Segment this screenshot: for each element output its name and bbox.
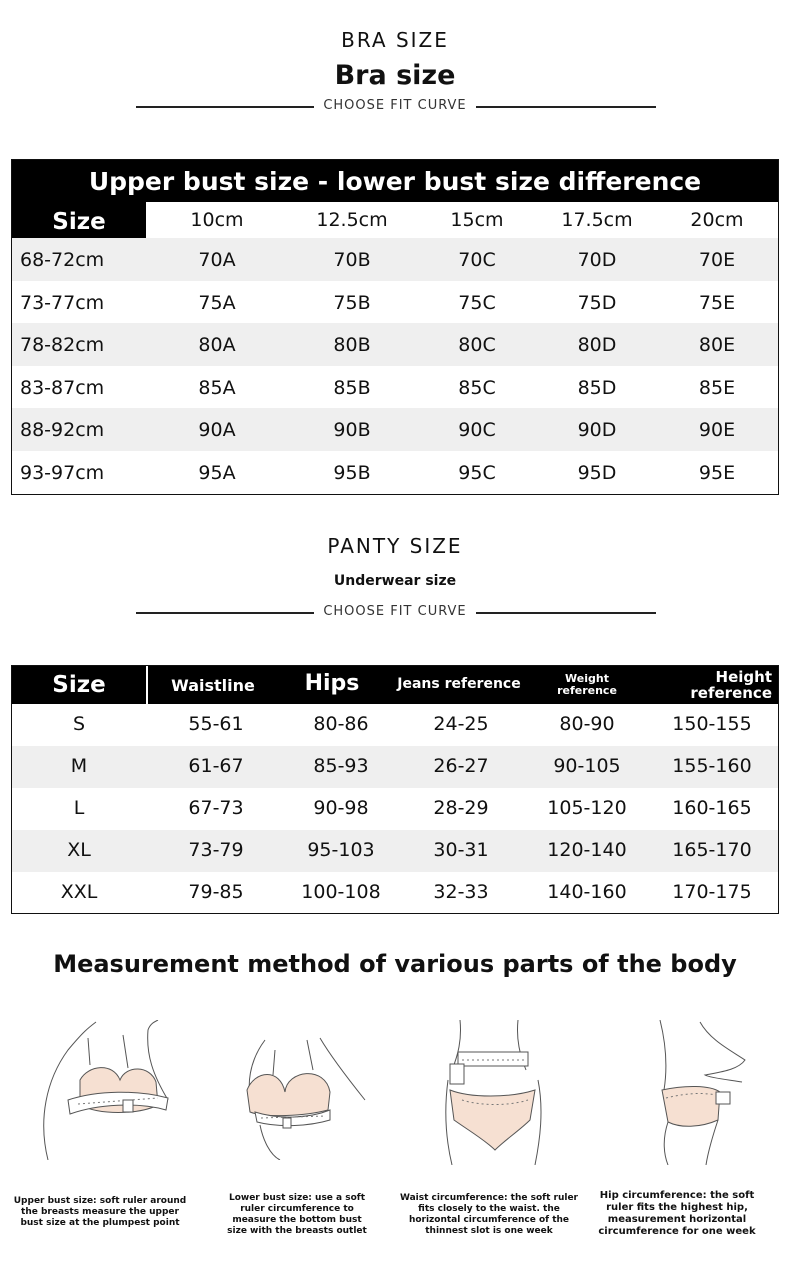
panty-jeans-cell: 26-27 bbox=[433, 755, 489, 777]
bra-cup-size: 80B bbox=[333, 334, 371, 357]
panty-hips-cell: 85-93 bbox=[313, 755, 369, 777]
lower-bust-figure-icon bbox=[225, 1030, 375, 1160]
panty-hips-cell: 100-108 bbox=[301, 881, 381, 903]
jeans-header: Jeans reference bbox=[397, 676, 521, 692]
panty-hips-cell: 90-98 bbox=[313, 797, 369, 819]
hips-header: Hips bbox=[304, 671, 360, 696]
panty-weight-cell: 90-105 bbox=[553, 755, 621, 777]
table-row bbox=[12, 788, 778, 830]
panty-height-cell: 170-175 bbox=[672, 881, 752, 903]
table-row bbox=[12, 281, 778, 324]
bra-cup-size: 85E bbox=[698, 376, 736, 399]
waist-figure-icon bbox=[440, 1020, 550, 1165]
table-row bbox=[12, 366, 778, 409]
height-header: Height reference bbox=[690, 668, 772, 702]
bra-title-wrap bbox=[0, 60, 790, 91]
bra-cup-size: 90B bbox=[333, 419, 371, 442]
panty-weight-cell: 105-120 bbox=[547, 797, 627, 819]
table-row bbox=[12, 746, 778, 788]
divider-rule-left bbox=[136, 106, 314, 108]
panty-jeans-cell: 24-25 bbox=[433, 713, 489, 735]
bra-title: Bra size bbox=[334, 60, 456, 91]
bra-fit-label: CHOOSE FIT CURVE bbox=[323, 98, 467, 113]
bra-band-size: 88-92cm bbox=[20, 419, 105, 442]
bra-cup-size: 80C bbox=[458, 334, 496, 357]
table-row bbox=[12, 451, 778, 494]
panty-weight-cell: 140-160 bbox=[547, 881, 627, 903]
bra-cup-size: 75D bbox=[577, 291, 617, 314]
weight-header: Weight reference bbox=[557, 672, 617, 697]
panty-fit-label: CHOOSE FIT CURVE bbox=[323, 604, 467, 619]
panty-height-cell: 155-160 bbox=[672, 755, 752, 777]
panty-jeans-cell: 28-29 bbox=[433, 797, 489, 819]
panty-hips-cell: 95-103 bbox=[307, 839, 375, 861]
panty-weight-cell: 120-140 bbox=[547, 839, 627, 861]
bra-col-header: 20cm bbox=[690, 209, 744, 231]
bra-eyebrow: BRA SIZE bbox=[341, 28, 449, 52]
panty-height-cell: 150-155 bbox=[672, 713, 752, 735]
panty-size-cell: XXL bbox=[60, 881, 98, 903]
bra-fit-divider bbox=[136, 98, 656, 114]
bra-table-body bbox=[12, 238, 778, 494]
divider-rule-right bbox=[476, 612, 656, 614]
panty-jeans-cell: 30-31 bbox=[433, 839, 489, 861]
panty-height-cell: 160-165 bbox=[672, 797, 752, 819]
bra-cup-size: 90A bbox=[198, 419, 236, 442]
bra-cup-size: 70D bbox=[577, 249, 617, 271]
table-row bbox=[12, 323, 778, 366]
panty-waist-cell: 73-79 bbox=[188, 839, 244, 861]
panty-waist-cell: 61-67 bbox=[188, 755, 244, 777]
bra-band-size: 68-72cm bbox=[20, 249, 105, 271]
bra-col-header: 12.5cm bbox=[316, 209, 388, 231]
bra-cup-size: 90C bbox=[458, 419, 496, 442]
bra-col-header: 15cm bbox=[450, 209, 504, 231]
bra-cup-size: 85C bbox=[458, 376, 496, 399]
upper-bust-caption: Upper bust size: soft ruler around the breasts measure the upper bust size at the plumpest point bbox=[13, 1196, 187, 1228]
divider-rule-right bbox=[476, 106, 656, 108]
table-row bbox=[12, 238, 778, 281]
panty-height-cell: 165-170 bbox=[672, 839, 752, 861]
bra-table-banner: Upper bust size - lower bust size difference bbox=[12, 160, 778, 202]
waist-header: Waistline bbox=[171, 676, 255, 695]
bra-cup-size: 95D bbox=[577, 461, 617, 484]
bra-cup-size: 70A bbox=[198, 249, 236, 271]
panty-size-cell: L bbox=[73, 797, 85, 819]
bra-cup-size: 75E bbox=[698, 291, 736, 314]
bra-cup-size: 95E bbox=[698, 461, 736, 484]
panty-size-table bbox=[11, 665, 779, 914]
bra-band-size: 73-77cm bbox=[20, 291, 105, 314]
panty-size-cell: XL bbox=[67, 839, 91, 861]
waist-caption: Waist circumference: the soft ruler fits closely to the waist. the horizontal circumference of the thinnest slot is one week bbox=[400, 1193, 578, 1236]
bra-band-size: 83-87cm bbox=[20, 376, 105, 399]
bra-cup-size: 80A bbox=[198, 334, 236, 357]
bra-cup-size: 85D bbox=[577, 376, 617, 399]
hip-caption: Hip circumference: the soft ruler fits the highest hip, measurement horizontal circumference for one week bbox=[598, 1190, 756, 1237]
panty-waist-cell: 55-61 bbox=[188, 713, 244, 735]
table-row bbox=[12, 704, 778, 746]
bra-cup-size: 95C bbox=[458, 461, 496, 484]
bra-cup-size: 90E bbox=[698, 419, 736, 442]
bra-size-label: Size bbox=[12, 202, 146, 238]
bra-cup-size: 75B bbox=[333, 291, 371, 314]
lower-bust-caption: Lower bust size: use a soft ruler circumference to measure the bottom bust size with the breasts outlet bbox=[227, 1193, 367, 1236]
panty-weight-cell: 80-90 bbox=[559, 713, 615, 735]
header-divider bbox=[146, 666, 148, 704]
bra-cup-size: 80E bbox=[698, 334, 736, 357]
hip-figure-icon bbox=[650, 1020, 760, 1165]
panty-eyebrow: PANTY SIZE bbox=[327, 534, 463, 558]
bra-cup-size: 70C bbox=[458, 249, 496, 271]
panty-size-header: Size bbox=[52, 672, 106, 698]
bra-col-header: 10cm bbox=[190, 209, 244, 231]
bra-cup-size: 85A bbox=[198, 376, 236, 399]
bra-cup-size: 95A bbox=[198, 461, 236, 484]
panty-hips-cell: 80-86 bbox=[313, 713, 369, 735]
bra-cup-size: 95B bbox=[333, 461, 371, 484]
bra-heading bbox=[0, 28, 790, 52]
table-row bbox=[12, 872, 778, 914]
panty-waist-cell: 67-73 bbox=[188, 797, 244, 819]
bra-size-table bbox=[11, 159, 779, 495]
divider-rule-left bbox=[136, 612, 314, 614]
bra-table-header-row bbox=[12, 202, 778, 238]
bra-cup-size: 90D bbox=[577, 419, 617, 442]
bra-cup-size: 75C bbox=[458, 291, 496, 314]
bra-band-size: 93-97cm bbox=[20, 461, 105, 484]
bra-cup-size: 85B bbox=[333, 376, 371, 399]
bra-cup-size: 70E bbox=[698, 249, 736, 271]
panty-title-wrap bbox=[0, 573, 790, 589]
bra-cup-size: 80D bbox=[577, 334, 617, 357]
panty-fit-divider bbox=[136, 604, 656, 620]
panty-waist-cell: 79-85 bbox=[188, 881, 244, 903]
measurement-title: Measurement method of various parts of the body bbox=[53, 950, 737, 978]
panty-heading bbox=[0, 534, 790, 558]
bra-cup-size: 70B bbox=[333, 249, 371, 271]
table-row bbox=[12, 408, 778, 451]
panty-title: Underwear size bbox=[333, 573, 457, 589]
panty-size-cell: S bbox=[72, 713, 86, 735]
panty-jeans-cell: 32-33 bbox=[433, 881, 489, 903]
bra-band-size: 78-82cm bbox=[20, 334, 105, 357]
bra-col-header: 17.5cm bbox=[561, 209, 633, 231]
bra-cup-size: 75A bbox=[198, 291, 236, 314]
panty-size-cell: M bbox=[70, 755, 88, 777]
panty-table-header-row bbox=[12, 666, 778, 704]
table-row bbox=[12, 830, 778, 872]
panty-table-body bbox=[12, 704, 778, 914]
upper-bust-figure-icon bbox=[28, 1020, 178, 1160]
